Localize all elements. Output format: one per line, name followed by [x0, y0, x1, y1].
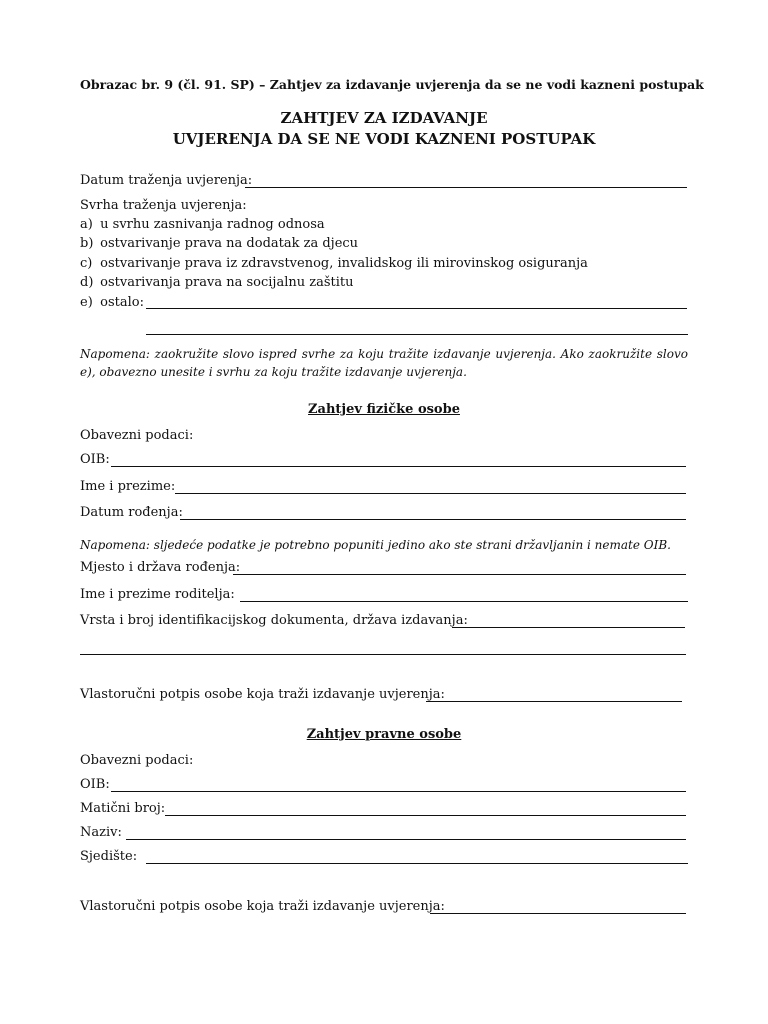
np-parent-label: Ime i prezime roditelja:: [80, 587, 235, 602]
form-title-line2: UVJERENJA DA SE NE VODI KAZNENI POSTUPAK: [172, 130, 596, 148]
purpose-label: Svrha traženja uvjerenja:: [80, 198, 247, 213]
np-foreign-note: Napomena: sljedeće podatke je potrebno popuniti jedino ako ste strani državljanin i nemate OIB.: [80, 538, 671, 552]
lp-seat-field[interactable]: [146, 863, 688, 864]
option-text: ostvarivanja prava na socijalnu zaštitu: [100, 275, 354, 290]
natural-person-title: Zahtjev fizičke osobe: [308, 402, 460, 417]
np-dob-label: Datum rođenja:: [80, 505, 183, 520]
lp-reg-field[interactable]: [165, 815, 686, 816]
np-dob-field[interactable]: [180, 519, 686, 520]
purpose-option-a[interactable]: [80, 217, 325, 232]
purpose-option-b[interactable]: [80, 236, 358, 251]
np-mandatory-label: Obavezni podaci:: [80, 428, 194, 443]
lp-name-label: Naziv:: [80, 825, 122, 840]
np-document-label: Vrsta i broj identifikacijskog dokumenta, država izdavanja:: [80, 613, 468, 628]
option-text: ostvarivanje prava iz zdravstvenog, invalidskog ili mirovinskog osiguranja: [100, 256, 588, 271]
lp-reg-label: Matični broj:: [80, 801, 166, 816]
option-letter: d): [80, 275, 94, 290]
lp-signature-label: Vlastoručni potpis osobe koja traži izdavanje uvjerenja:: [80, 899, 445, 914]
np-oib-field[interactable]: [111, 466, 686, 467]
purpose-option-c[interactable]: [80, 256, 588, 271]
purpose-note: Napomena: zaokružite slovo ispred svrhe za koju tražite izdavanje uvjerenja. Ako zaokružite slovo e), obavezno unesite i svrhu za koju tražite izdavanje uvjerenja.: [80, 347, 688, 379]
form-title-line1: ZAHTJEV ZA IZDAVANJE: [280, 109, 488, 127]
np-document-field-2[interactable]: [80, 654, 686, 655]
form-reference: Obrazac br. 9 (čl. 91. SP) – Zahtjev za izdavanje uvjerenja da se ne vodi kazneni postupak: [80, 77, 704, 92]
lp-mandatory-label: Obavezni podaci:: [80, 753, 194, 768]
option-letter: c): [80, 256, 93, 271]
option-text: ostalo:: [100, 295, 144, 310]
option-letter: a): [80, 217, 93, 232]
other-purpose-field[interactable]: [146, 308, 687, 309]
legal-person-title: Zahtjev pravne osobe: [306, 727, 462, 742]
lp-seat-label: Sjedište:: [80, 849, 138, 864]
np-signature-field[interactable]: [426, 701, 682, 702]
date-label: Datum traženja uvjerenja:: [80, 173, 253, 188]
np-birthplace-label: Mjesto i država rođenja:: [80, 560, 241, 575]
np-signature-label: Vlastoručni potpis osobe koja traži izdavanje uvjerenja:: [80, 687, 445, 702]
np-document-field[interactable]: [452, 627, 685, 628]
option-text: ostvarivanje prava na dodatak za djecu: [100, 236, 359, 251]
np-parent-field[interactable]: [240, 601, 688, 602]
option-letter: b): [80, 236, 94, 251]
purpose-option-d[interactable]: [80, 275, 353, 290]
np-oib-label: OIB:: [80, 452, 110, 467]
option-text: u svrhu zasnivanja radnog odnosa: [100, 217, 325, 232]
lp-oib-label: OIB:: [80, 777, 110, 792]
lp-oib-field[interactable]: [111, 791, 686, 792]
other-purpose-field-2[interactable]: [146, 334, 688, 335]
purpose-option-e[interactable]: [80, 295, 144, 310]
np-name-label: Ime i prezime:: [80, 479, 176, 494]
lp-signature-field[interactable]: [430, 913, 686, 914]
date-field[interactable]: [245, 187, 687, 188]
option-letter: e): [80, 295, 93, 310]
np-birthplace-field[interactable]: [233, 574, 686, 575]
lp-name-field[interactable]: [126, 839, 686, 840]
np-name-field[interactable]: [175, 493, 686, 494]
